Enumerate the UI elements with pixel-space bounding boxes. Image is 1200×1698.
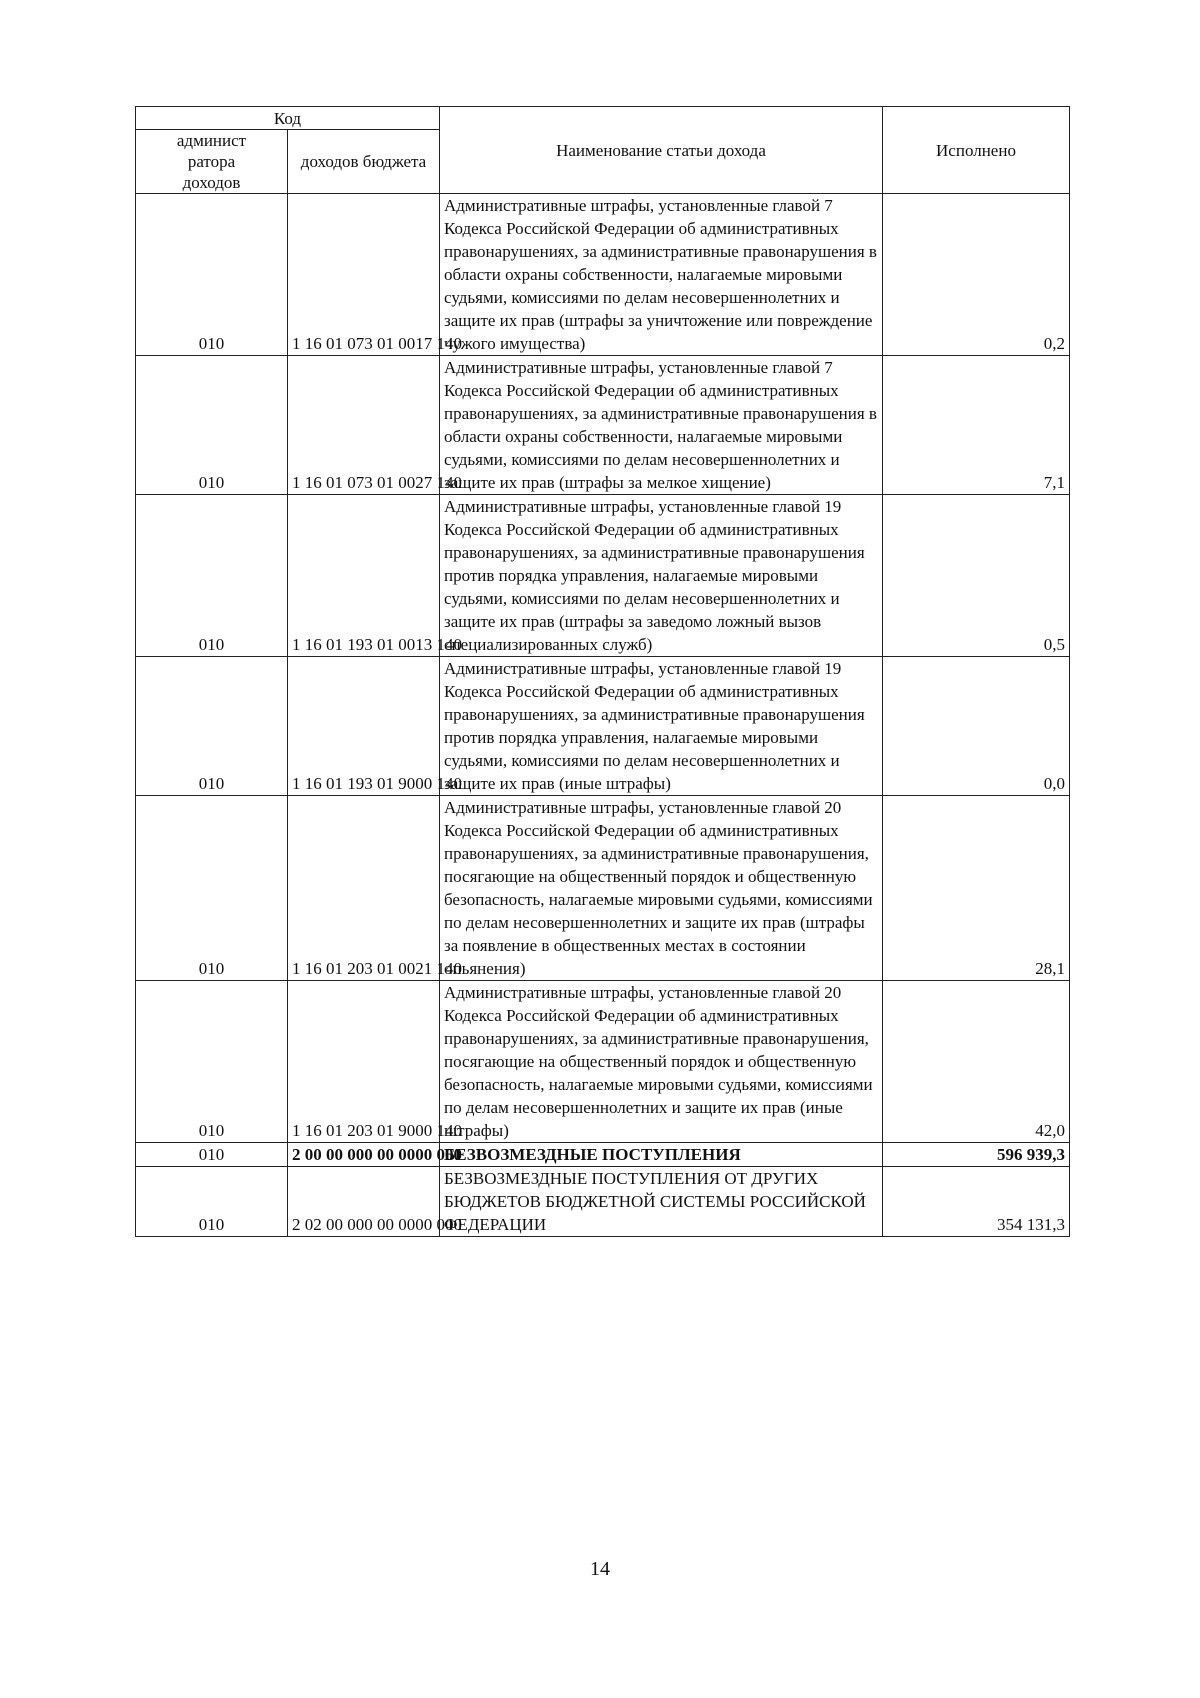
header-admin-line-3: доходов: [182, 173, 241, 192]
income-name: Административные штрафы, установленные главой 20 Кодекса Российской Федерации об административных правонарушениях, за административные правонарушения, посягающие на общественный порядок и общественную безопасность, налагаемые мировыми судьями, комиссиями по делам несовершеннолетних и защите их прав (штрафы за появление в общественных местах в состоянии опьянения): [440, 796, 883, 981]
table-row: [136, 796, 1070, 981]
table-row: [136, 356, 1070, 495]
header-executed: Исполнено: [883, 107, 1070, 194]
header-name: Наименование статьи дохода: [440, 107, 883, 194]
header-income-code: доходов бюджета: [288, 130, 440, 194]
income-name: Административные штрафы, установленные главой 20 Кодекса Российской Федерации об административных правонарушениях, за административные правонарушения, посягающие на общественный порядок и общественную безопасность, налагаемые мировыми судьями, комиссиями по делам несовершеннолетних и защите их прав (иные штрафы): [440, 981, 883, 1143]
table-row: [136, 495, 1070, 657]
income-name: Административные штрафы, установленные главой 7 Кодекса Российской Федерации об административных правонарушениях, за административные правонарушения в области охраны собственности, налагаемые мировыми судьями, комиссиями по делам несовершеннолетних и защите их прав (штрафы за мелкое хищение): [440, 356, 883, 495]
header-admin-line-2: ратора: [187, 152, 236, 171]
page-number: 14: [590, 1558, 610, 1580]
income-name: БЕЗВОЗМЕЗДНЫЕ ПОСТУПЛЕНИЯ ОТ ДРУГИХ БЮДЖЕТОВ БЮДЖЕТНОЙ СИСТЕМЫ РОССИЙСКОЙ ФЕДЕРАЦИИ: [440, 1167, 883, 1237]
income-name: Административные штрафы, установленные главой 7 Кодекса Российской Федерации об административных правонарушениях, за административные правонарушения в области охраны собственности, налагаемые мировыми судьями, комиссиями по делам несовершеннолетних и защите их прав (штрафы за уничтожение или повреждение чужого имущества): [440, 194, 883, 356]
admin-code: 010: [136, 657, 288, 796]
income-code: 1 16 01 193 01 0013 140: [288, 495, 440, 657]
income-code: 1 16 01 203 01 0021 140: [288, 796, 440, 981]
income-code: 1 16 01 073 01 0027 140: [288, 356, 440, 495]
admin-code: 010: [136, 356, 288, 495]
executed-value: 596 939,3: [883, 1143, 1070, 1167]
admin-code: 010: [136, 495, 288, 657]
table-row: [136, 981, 1070, 1143]
executed-value: 7,1: [883, 356, 1070, 495]
table-row: [136, 1167, 1070, 1237]
income-code: 1 16 01 193 01 9000 140: [288, 657, 440, 796]
table-row-total: [136, 1143, 1070, 1167]
executed-value: 354 131,3: [883, 1167, 1070, 1237]
header-code: Код: [136, 107, 440, 130]
income-code: 2 00 00 000 00 0000 000: [288, 1143, 440, 1167]
admin-code: 010: [136, 1167, 288, 1237]
executed-value: 28,1: [883, 796, 1070, 981]
income-code: 2 02 00 000 00 0000 000: [288, 1167, 440, 1237]
admin-code: 010: [136, 1143, 288, 1167]
header-admin: [136, 130, 288, 194]
executed-value: 42,0: [883, 981, 1070, 1143]
income-code: 1 16 01 203 01 9000 140: [288, 981, 440, 1143]
income-name: Административные штрафы, установленные главой 19 Кодекса Российской Федерации об административных правонарушениях, за административные правонарушения против порядка управления, налагаемые мировыми судьями, комиссиями по делам несовершеннолетних и защите их прав (штрафы за заведомо ложный вызов специализированных служб): [440, 495, 883, 657]
admin-code: 010: [136, 981, 288, 1143]
table-row: [136, 657, 1070, 796]
executed-value: 0,2: [883, 194, 1070, 356]
income-name: Административные штрафы, установленные главой 19 Кодекса Российской Федерации об административных правонарушениях, за административные правонарушения против порядка управления, налагаемые мировыми судьями, комиссиями по делам несовершеннолетних и защите их прав (иные штрафы): [440, 657, 883, 796]
executed-value: 0,5: [883, 495, 1070, 657]
income-table: [135, 106, 1070, 1237]
income-code: 1 16 01 073 01 0017 140: [288, 194, 440, 356]
table-row: [136, 194, 1070, 356]
admin-code: 010: [136, 796, 288, 981]
admin-code: 010: [136, 194, 288, 356]
income-name: БЕЗВОЗМЕЗДНЫЕ ПОСТУПЛЕНИЯ: [440, 1143, 883, 1167]
executed-value: 0,0: [883, 657, 1070, 796]
header-admin-line-1: админист: [176, 131, 247, 150]
